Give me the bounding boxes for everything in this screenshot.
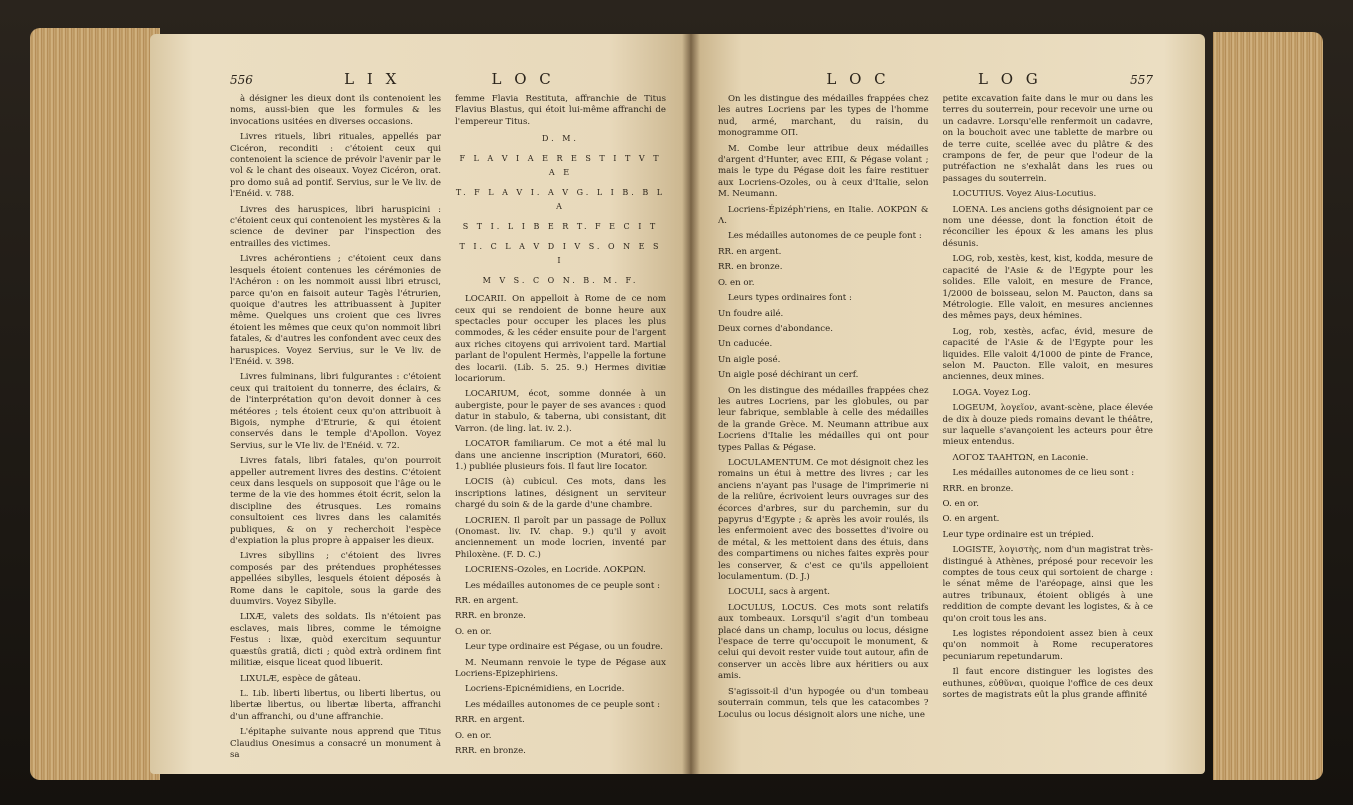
text-paragraph: Leur type ordinaire est un trépied. [942, 529, 1094, 540]
text-paragraph: LIXULÆ, espèce de gâteau. [240, 673, 361, 684]
text-paragraph: Livres rituels, libri rituales, appellés par Cicéron, reconditi : c'étoient ceux qui contenoient la science de prévoir l'avenir par le vol & le chant des oiseaux. Voyez Cicéron, orat. pro domo suâ ad pontif. Servius, sur le Ve liv. de l'Enéid. v. 788. [230, 132, 441, 200]
text-paragraph: Les médailles autonomes de ce peuple font : [728, 231, 922, 242]
text-paragraph: LOCIS (à) cubicul. Ces mots, dans les inscriptions latines, désignent un serviteur chargé du soin & de la garde d'une chambre. [455, 477, 666, 511]
text-paragraph: Livres achérontiens ; c'étoient ceux dans lesquels étoient contenues les cérémonies de l'Achéron : on les nommoit aussi libri etrusci, parce qu'on en faisoit auteur Tagès l'étrurien, quoique d'autres les attribuassent à Jupiter même. Quelques uns croient que ces livres étoient les mêmes que ceux qu'on nommoit libri fatales, & d'autres les confondent avec ceux des haruspices. Voyez Servius, sur le Ve liv. de l'Enéid. v. 398. [230, 254, 441, 367]
text-paragraph: LOGISTE, λογιστὴς, nom d'un magistrat très-distingué à Athènes, préposé pour recevoir les comptes de tous ceux qui sortoient de charge : le sénat même de l'aréopage, ainsi que les autres tribunaux, étoient obligés à une reddition de compte devant les logistes, & à ce qu'on croit tous les ans. [942, 545, 1153, 624]
text-paragraph: petite excavation faite dans le mur ou dans les terres du souterrein, pour recevoir une urne ou un cadavre. Lorsqu'elle renfermoit un cadavre, on la bouchoit avec une tablette de marbre ou de terre cuite, scellée avec du plâtre & des crampons de fer, de peur que l'odeur de la putréfaction ne s'exhalât dans les rues ou passages du souterrein. [942, 94, 1153, 184]
text-paragraph: Livres des haruspices, libri haruspicini : c'étoient ceux qui contenoient les mystères & la science de deviner par l'inspection des entrailles des victimes. [230, 204, 441, 249]
text-paragraph: Locriens-Épizéph'riens, en Italie. ΛOKPΩN & Λ. [718, 204, 929, 227]
text-paragraph: O. en argent. [942, 514, 1000, 525]
text-paragraph: Il faut encore distinguer les logistes des euthunes, εὐθῦναι, quoique l'office de ces deux sortes de magistrats eût la plus grande affinité [942, 667, 1153, 701]
text-paragraph: RR. en bronze. [718, 262, 783, 273]
inscription-line: T I. C L A V D I V S. O N E S I [459, 242, 662, 266]
text-paragraph: S'agissoit-il d'un hypogée ou d'un tombeau souterrain commun, tels que les catacombes ? Loculus ou locus désignoit alors une niche, une [718, 686, 929, 720]
text-paragraph: Leurs types ordinaires font : [728, 293, 852, 304]
text-paragraph: Deux cornes d'abondance. [718, 323, 833, 334]
right-column-1 [718, 94, 929, 764]
text-paragraph: Un aigle posé. [718, 354, 781, 365]
text-paragraph: à désigner les dieux dont ils contenoient les noms, aussi-bien que les formules & les invocations usitées en diverses occasions. [230, 94, 441, 127]
left-column-1 [230, 94, 441, 764]
text-paragraph: M. Combe leur attribue deux médailles d'argent d'Hunter, avec EΠI, & Pégase volant ; mais le type du Pégase doit les faire restituer aux Locriens-Ozoles, ou à ceux d'Italie, selon M. Neumann. [718, 143, 929, 200]
text-paragraph: M. Neumann renvoie le type de Pégase aux Locriens-Epizephiriens. [455, 657, 666, 679]
text-paragraph: RRR. en bronze. [455, 746, 526, 757]
inscription-line: D. M. [542, 134, 579, 144]
text-paragraph: Leur type ordinaire est Pégase, ou un foudre. [465, 642, 663, 653]
text-paragraph: L'épitaphe suivante nous apprend que Titus Claudius Onesimus a consacré un monument à sa [230, 727, 441, 760]
page-edges-left [30, 28, 160, 780]
right-column-2 [943, 94, 1154, 764]
text-paragraph: Les médailles autonomes de ce peuple sont : [465, 580, 660, 591]
text-paragraph: RR. en argent. [718, 246, 782, 257]
text-paragraph: O. en or. [942, 499, 979, 509]
text-paragraph: Log, rob, xestès, acfac, évid, mesure de capacité de l'Asie & de l'Egypte pour les liquides. Elle valoit 4/1000 de pinte de France, selon M. Paucton. Elle valoit, en mesures anciennes, deux mines. [942, 326, 1153, 383]
text-paragraph: LOG, rob, xestès, kest, kist, kodda, mesure de capacité de l'Asie & de l'Egypte pour les solides. Elle valoit, en mesure de France, 1/2000 de boisseau, selon M. Paucton, dans sa Métrologie. Elle valoit, en mesures anciennes des mêmes pays, deux hémines. [942, 254, 1153, 322]
text-paragraph: Livres fatals, libri fatales, qu'on pourroit appeller autrement livres des destins. C'étoient ceux dans lesquels on supposoit que l'âge ou le terme de la vie des hommes étoit écrit, selon la discipline des étrusques. Les romains consultoient ces livres dans les calamités publiques, & on y recherchoit l'espèce d'expiation la plus propre à appaiser les dieux. [230, 456, 441, 547]
left-column-2 [455, 94, 666, 764]
text-paragraph: LOCARIUM, écot, somme donnée à un aubergiste, pour le payer de ses avances : quod datur in stabulo, & taberna, ubi consistant, dit Varron. (de ling. lat. iv. 2.). [455, 389, 666, 434]
text-paragraph: LOCRIENS-Ozoles, en Locride. ΛOKPΩN. [465, 565, 646, 576]
right-headword-2: L O G [977, 70, 1042, 88]
text-paragraph: O. en or. [455, 626, 492, 637]
text-paragraph: L. Lib. liberti libertus, ou liberti libertus, ou libertæ libertus, ou libertæ liberta, affranchi d'un affranchi, ou d'une affranchie. [230, 688, 441, 722]
text-paragraph: LOCULI, sacs à argent. [728, 587, 831, 598]
left-running-head [230, 70, 666, 88]
text-paragraph: LOCRIEN. Il paroît par un passage de Pollux (Onomast. liv. IV. chap. 9.) qu'il y avoit anciennement un mode locrien, inventé par Philoxène. (F. D. C.) [455, 515, 666, 560]
right-headword-1: L O C [826, 70, 890, 88]
left-headword-2: L O C [491, 70, 555, 88]
text-paragraph: Locriens-Epicnémidiens, en Locride. [465, 684, 625, 695]
text-paragraph: Un caducée. [718, 339, 773, 350]
inscription-line: F L A V I A E R E S T I T V T A E [459, 154, 662, 178]
left-page [150, 34, 690, 774]
right-page [690, 34, 1205, 774]
text-paragraph: RRR. en bronze. [942, 483, 1014, 494]
text-paragraph: Les logistes répondoient assez bien à ceux qu'on nommoit à Rome recuperatores pecuniarum repetundarum. [942, 629, 1153, 662]
right-page-number: 557 [1130, 73, 1153, 87]
text-paragraph: Les médailles autonomes de ce lieu sont : [952, 468, 1135, 479]
text-paragraph: LIXÆ, valets des soldats. Ils n'étoient pas esclaves, mais libres, comme le témoigne Festus : lixæ, quòd exercitum sequuntur quæstûs gratiâ, dicti ; quòd extrà ordinem fint militiæ, eisque liceat quod libuerit. [230, 612, 441, 669]
text-paragraph: LOCATOR familiarum. Ce mot a été mal lu dans une ancienne inscription (Muratori, 660. 1.) publiée plusieurs fois. Il faut lire Iocator. [455, 439, 666, 472]
text-paragraph: On les distingue des médailles frappées chez les autres Locriens par les types de l'homme nud, armé, marchant, du raisin, du monogramme OΠ. [718, 94, 929, 139]
text-paragraph: LOCULAMENTUM. Ce mot désignoit chez les romains un étui à mettre des livres ; car les anciens n'ayant pas l'usage de l'imprimerie ni de la reliûre, écrivoient leurs ouvrages sur des écorces d'arbres, sur du parchemin, sur du papyrus d'Egypte ; & après les avoir roulés, ils les enfermoient avec des bossettes d'ivoire ou de métal, & les mettoient dans des étuis, dans des compartimens ou niches faites exprès pour les conserver, & c'est ce qu'ils appelloient loculamentum. (D. J.) [718, 457, 929, 583]
text-paragraph: O. en or. [718, 277, 755, 288]
inscription-line: S T I. L I B E R T. F E C I T [462, 222, 659, 232]
text-paragraph: LOGA. Voyez Log. [952, 387, 1031, 398]
text-paragraph: Livres fulminans, libri fulgurantes : c'étoient ceux qui traitoient du tonnerre, des éclairs, & de l'interprétation qu'on devoit donner à ces météores ; tels étoient ceux qu'on attribuoit à Bigois, nymphe d'Etrurie, & qui étoient conservés dans le temple d'Apollon. Voyez Servius, sur le VIe liv. de l'Enéid. v. 72. [230, 372, 441, 451]
text-paragraph: LOGEUM, λογεῖον, avant-scène, place élevée de dix à douze pieds romains devant le théâtre, sur laquelle s'avançoient les acteurs pour être mieux entendus. [942, 403, 1153, 448]
text-paragraph: RR. en argent. [455, 595, 519, 606]
text-paragraph: Livres sibyllins ; c'étoient des livres composés par des prétendues prophétesses appellées sibylles, lesquels étoient déposés à Rome dans le capitole, sous la garde des duumvirs. Voyez Sibylle. [230, 551, 441, 608]
text-paragraph: Un foudre ailé. [718, 308, 784, 319]
text-paragraph: O. en or. [455, 730, 492, 741]
text-paragraph: LOCUTIUS. Voyez Aius-Locutius. [952, 189, 1097, 200]
text-paragraph: On les distingue des médailles frappées chez les autres Locriens, par les globules, ou par leur fabrique, semblable à celle des médailles de la grande Grèce. M. Neumann attribue aux Locriens d'Italie les médailles qui ont pour types Pallas & Pégase. [718, 385, 929, 453]
inscription-line: T. F L A V I. A V G. L I B. B L A [455, 188, 666, 212]
left-headword-1: L I X [344, 70, 401, 88]
text-paragraph: femme Flavia Restituta, affranchie de Titus Flavius Blastus, qui étoit lui-même affranchi de l'empereur Titus. [455, 94, 666, 127]
text-paragraph: LOCULUS, LOCUS. Ces mots sont relatifs aux tombeaux. Lorsqu'il s'agit d'un tombeau placé dans un champ, loculus ou locus, désigne l'espace de terre qu'occupoit le monument, & celui qui devoit rester vuide tout autour, afin de conserver un accès libre aux héritiers ou aux amis. [718, 602, 929, 682]
inscription-line: M V S. C O N. B. M. F. [482, 276, 639, 286]
text-paragraph: Les médailles autonomes de ce peuple sont : [465, 699, 660, 710]
text-paragraph: RRR. en argent. [455, 715, 525, 726]
text-paragraph: ΛOΓOΣ TAAHTΩN, en Laconie. [952, 452, 1089, 463]
book-gutter [682, 34, 700, 774]
page-edges-right [1213, 32, 1323, 780]
text-paragraph: RRR. en bronze. [455, 611, 526, 622]
right-running-head [718, 70, 1153, 88]
text-paragraph: LOENA. Les anciens goths désignoient par ce nom une déesse, dont la fonction étoit de réconcilier les époux & les amans les plus désunis. [942, 204, 1153, 249]
left-page-number: 556 [230, 73, 253, 87]
text-paragraph: Un aigle posé déchirant un cerf. [718, 370, 859, 381]
text-paragraph: LOCARII. On appelloit à Rome de ce nom ceux qui se rendoient de bonne heure aux spectacles pour occuper les places les plus commodes, & les céder ensuite pour de l'argent aux riches citoyens qui arrivoient tard. Martial parlant de l'opulent Hermès, l'appelle la fortune des locarii. (Lib. 5. 25. 9.) Hermes divitiæ locariorum. [455, 294, 666, 385]
